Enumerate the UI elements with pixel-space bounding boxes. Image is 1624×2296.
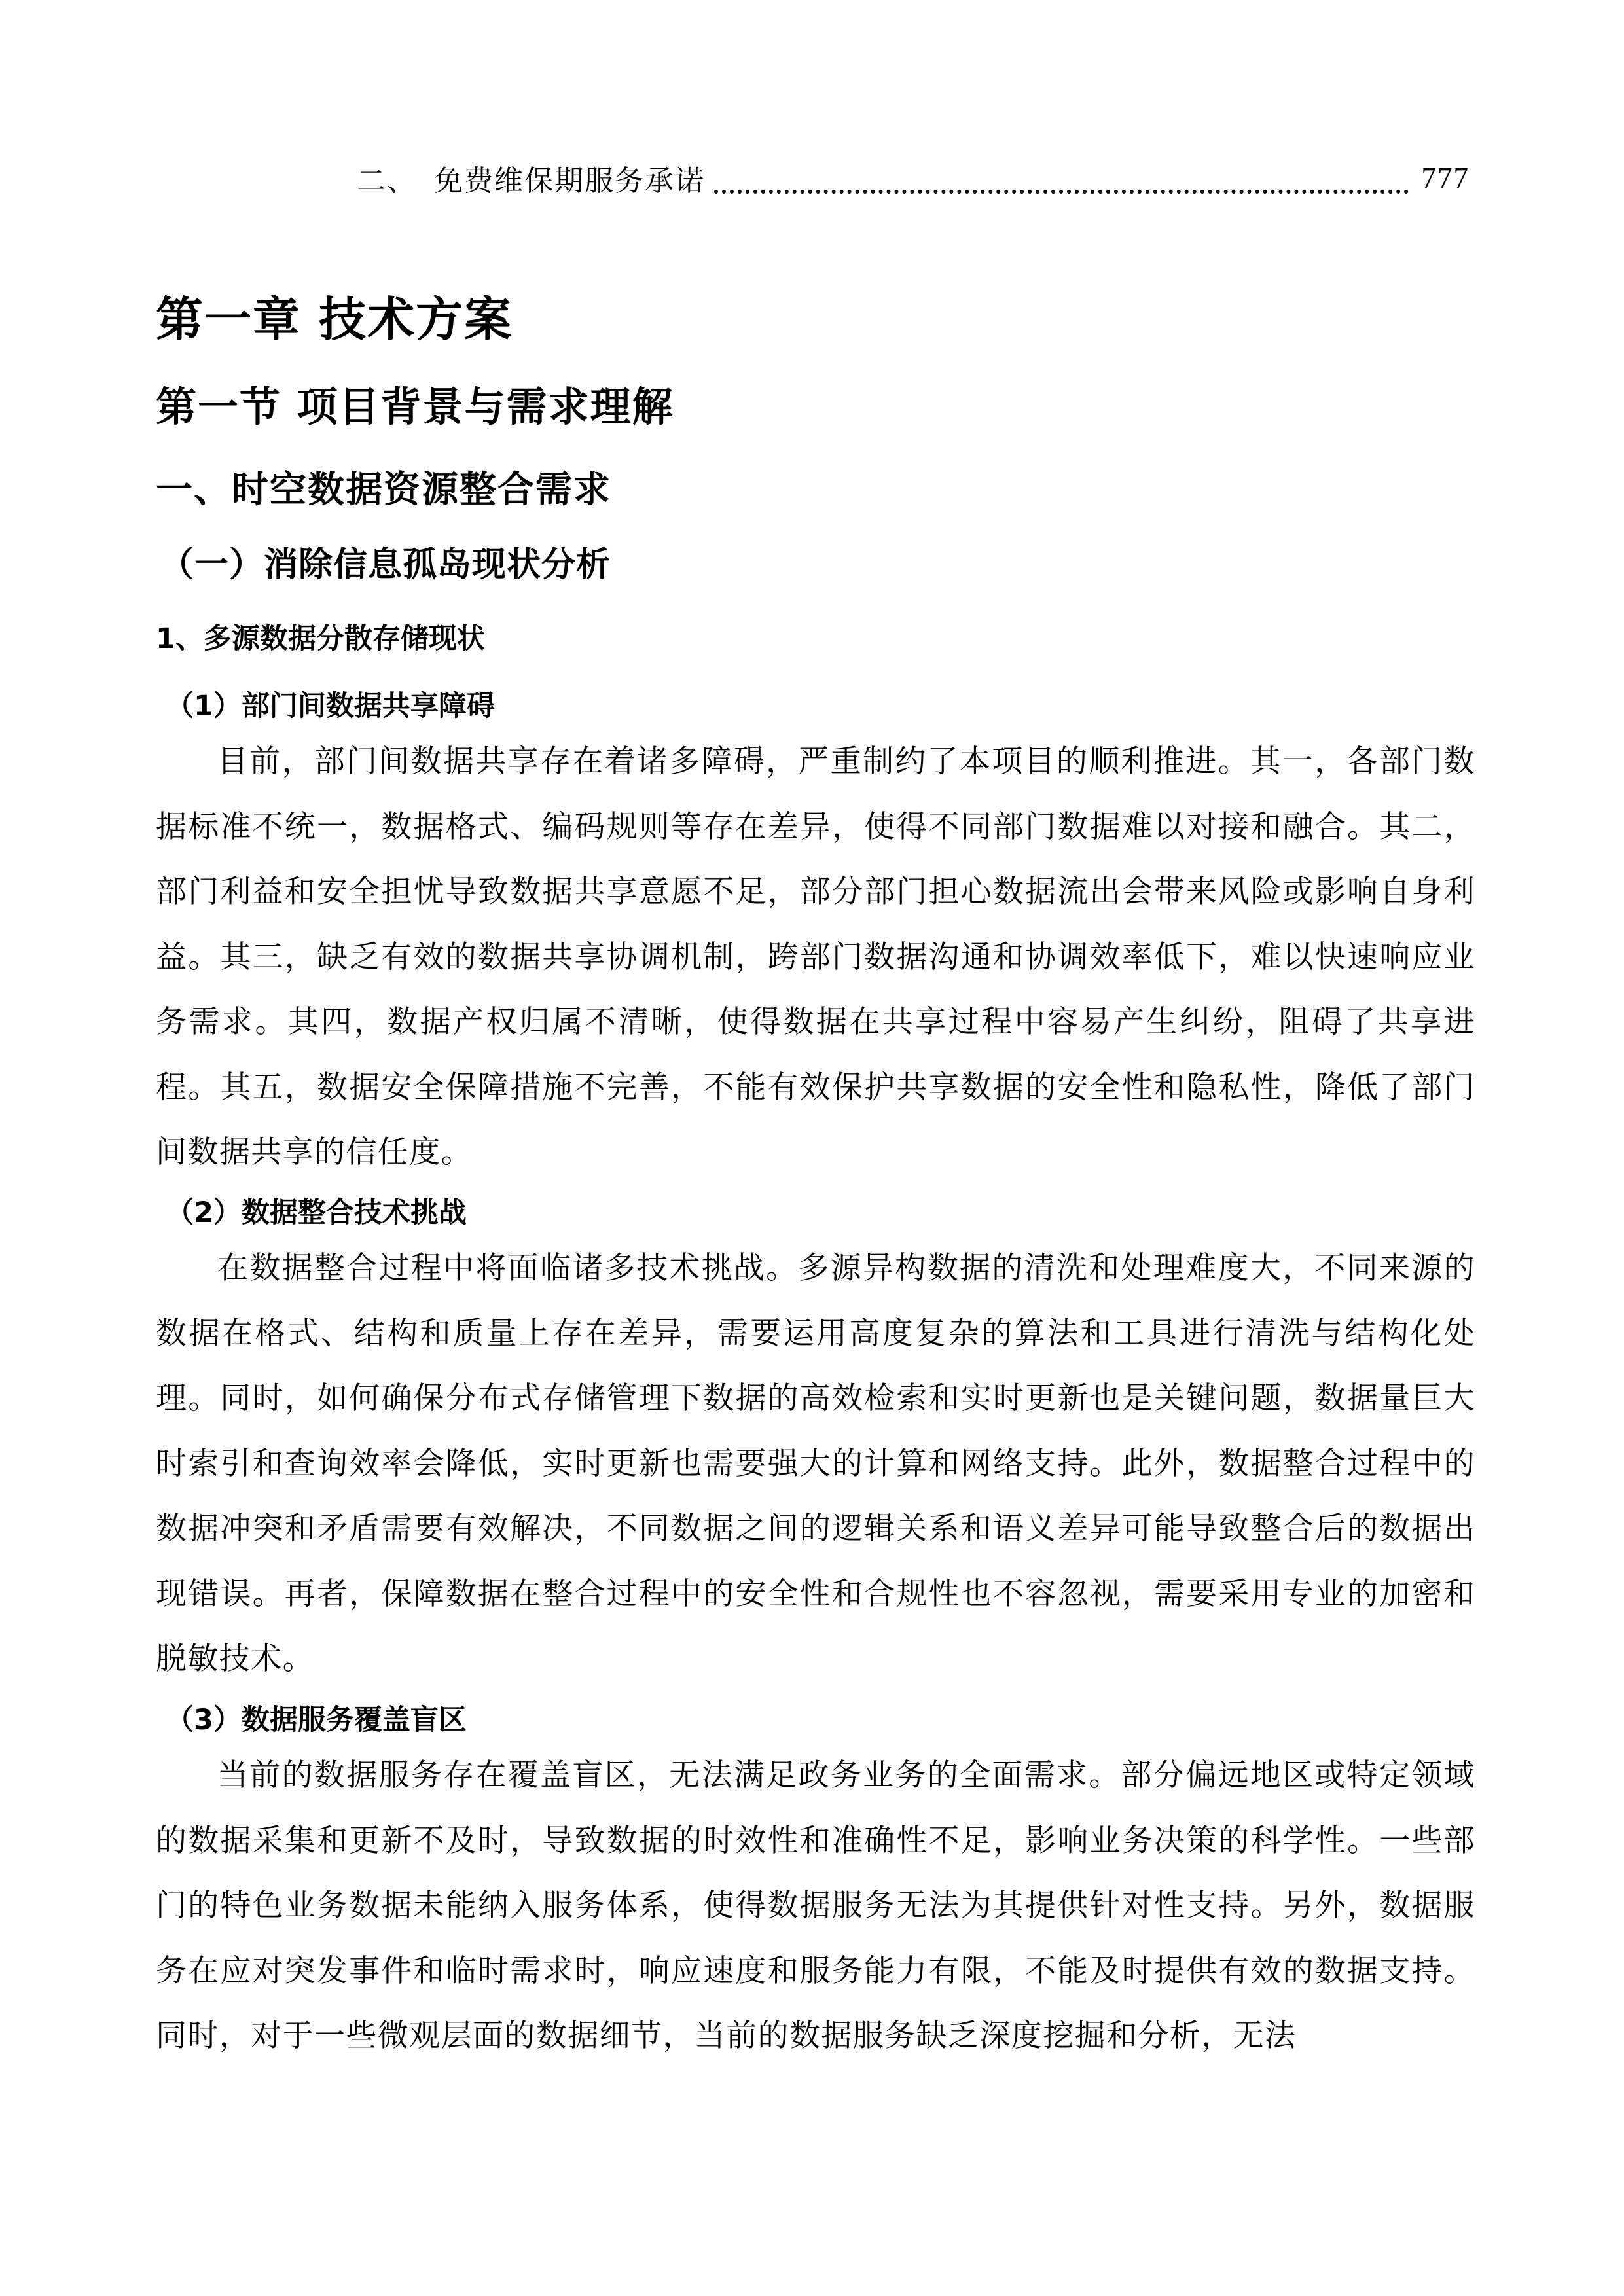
body-paragraph-3: 当前的数据服务存在覆盖盲区，无法满足政务业务的全面需求。部分偏远地区或特定领域的数据采集和更新不及时，导致数据的时效性和准确性不足，影响业务决策的科学性。一些部门的特色业务数据未能纳入服务体系，使得数据服务无法为其提供针对性支持。另外，数据服务在应对突发事件和临时需求时，响应速度和服务能力有限，不能及时提供有效的数据支持。同时，对于一些微观层面的数据细节，当前的数据服务缺乏深度挖掘和分析，无法 [156, 1757, 1475, 2054]
toc-entry-page-number: 777 [1421, 162, 1470, 194]
toc-entry[interactable] [357, 152, 1470, 204]
subitem-heading-3: （3）数据服务覆盖盲区 [166, 1704, 467, 1736]
subitem-heading-1: （1）部门间数据共享障碍 [166, 690, 495, 723]
toc-dot-leader [714, 178, 1409, 194]
subsubsection-heading: （一）消除信息孤岛现状分析 [160, 545, 611, 584]
body-paragraph-2: 在数据整合过程中将面临诸多技术挑战。多源异构数据的清洗和处理难度大，不同来源的数据在格式、结构和质量上存在差异，需要运用高度复杂的算法和工具进行清洗与结构化处理。同时，如何确保分布式存储管理下数据的高效检索和实时更新也是关键问题，数据量巨大时索引和查询效率会降低，实时更新也需要强大的计算和网络支持。此外，数据整合过程中的数据冲突和矛盾需要有效解决，不同数据之间的逻辑关系和语义差异可能导致整合后的数据出现错误。再者，保障数据在整合过程中的安全性和合规性也不容忽视，需要采用专业的加密和脱敏技术。 [156, 1250, 1475, 1677]
item-heading-1: 1、多源数据分散存储现状 [156, 622, 485, 655]
toc-entry-number: 二、 [357, 164, 417, 198]
body-paragraph-1: 目前，部门间数据共享存在着诸多障碍，严重制约了本项目的顺利推进。其一，各部门数据标准不统一，数据格式、编码规则等存在差异，使得不同部门数据难以对接和融合。其二，部门利益和安全担忧导致数据共享意愿不足，部分部门担心数据流出会带来风险或影响自身利益。其三，缺乏有效的数据共享协调机制，跨部门数据沟通和协调效率低下，难以快速响应业务需求。其四，数据产权归属不清晰，使得数据在共享过程中容易产生纠纷，阻碍了共享进程。其五，数据安全保障措施不完善，不能有效保护共享数据的安全性和隐私性，降低了部门间数据共享的信任度。 [156, 744, 1475, 1170]
toc-entry-title: 免费维保期服务承诺 [434, 164, 705, 198]
section-heading: 第一节 项目背景与需求理解 [156, 383, 674, 431]
subitem-heading-2: （2）数据整合技术挑战 [166, 1196, 467, 1229]
subsection-heading: 一、时空数据资源整合需求 [156, 469, 611, 511]
chapter-heading: 第一章 技术方案 [156, 292, 513, 347]
